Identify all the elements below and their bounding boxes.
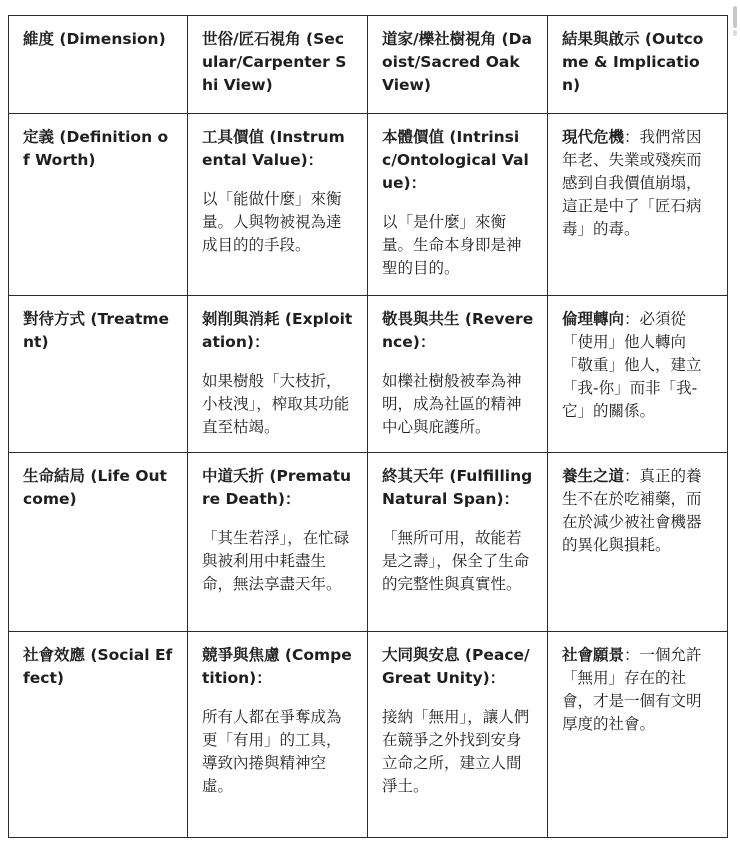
cell-outcome xyxy=(548,632,728,838)
secular-title: 中道夭折 (Premature Death)： xyxy=(202,467,352,508)
cell-dimension xyxy=(9,632,188,838)
outcome-text: ：真正的養生不在於吃補藥，而在於減少被社會機器的異化與損耗。 xyxy=(562,467,702,554)
secular-text: 所有人都在爭奪成為更「有用」的工具，導致內捲與精神空虛。 xyxy=(202,708,342,795)
cell-daoist xyxy=(368,453,548,632)
daoist-text: 如櫟社樹般被奉為神明，成為社區的精神中心與庇護所。 xyxy=(382,372,522,436)
daoist-title: 終其天年 (Fulfilling Natural Span)： xyxy=(382,467,533,508)
header-secular: 世俗/匠石視角 (Secular/Carpenter Shi View) xyxy=(188,16,368,114)
cell-secular xyxy=(188,632,368,838)
daoist-title: 本體價值 (Intrinsic/Ontological Value)： xyxy=(382,128,529,192)
outcome-text: ：一個允許「無用」存在的社會，才是一個有文明厚度的社會。 xyxy=(562,646,702,733)
outcome-text: ：我們常因年老、失業或殘疾而感到自我價值崩塌，這正是中了「匠石病毒」的毒。 xyxy=(562,128,702,238)
cell-dimension xyxy=(9,453,188,632)
cell-secular xyxy=(188,296,368,453)
cell-daoist xyxy=(368,114,548,296)
table-row xyxy=(9,632,728,838)
daoist-text: 以「是什麼」來衡量。生命本身即是神聖的目的。 xyxy=(382,213,522,277)
table-row xyxy=(9,114,728,296)
cell-outcome xyxy=(548,453,728,632)
outcome-label: 養生之道 xyxy=(562,467,625,485)
dimension-label: 社會效應 (Social Effect) xyxy=(23,646,173,687)
cell-secular xyxy=(188,114,368,296)
cell-daoist xyxy=(368,632,548,838)
scrollbar-thumb[interactable] xyxy=(733,6,737,28)
table-row xyxy=(9,296,728,453)
secular-title: 競爭與焦慮 (Competition)： xyxy=(202,646,352,687)
outcome-text: ：必須從「使用」他人轉向「敬重」他人，建立「我-你」而非「我-它」的關係。 xyxy=(562,310,702,420)
scrollbar[interactable] xyxy=(730,0,738,845)
secular-title: 剝削與消耗 (Exploitation)： xyxy=(202,310,353,351)
secular-text: 「其生若浮」，在忙碌與被利用中耗盡生命，無法享盡天年。 xyxy=(202,529,350,593)
daoist-text: 「無所可用，故能若是之壽」，保全了生命的完整性與真實性。 xyxy=(382,529,530,593)
outcome-label: 倫理轉向 xyxy=(562,310,625,328)
cell-outcome xyxy=(548,114,728,296)
secular-title: 工具價值 (Instrumental Value)： xyxy=(202,128,345,169)
header-dimension: 維度 (Dimension) xyxy=(9,16,188,114)
outcome-label: 社會願景 xyxy=(562,646,625,664)
table-header-row xyxy=(9,16,728,114)
header-daoist: 道家/櫟社樹視角 (Daoist/Sacred Oak View) xyxy=(368,16,548,114)
dimension-label: 對待方式 (Treatment) xyxy=(23,310,170,351)
cell-dimension xyxy=(9,296,188,453)
secular-text: 以「能做什麼」來衡量。人與物被視為達成目的的手段。 xyxy=(202,190,342,254)
header-outcome: 結果與啟示 (Outcome & Implication) xyxy=(548,16,728,114)
cell-daoist xyxy=(368,296,548,453)
dimension-label: 生命結局 (Life Outcome) xyxy=(23,467,167,508)
outcome-label: 現代危機 xyxy=(562,128,625,146)
cell-dimension xyxy=(9,114,188,296)
comparison-table xyxy=(8,15,728,838)
cell-secular xyxy=(188,453,368,632)
daoist-title: 敬畏與共生 (Reverence)： xyxy=(382,310,534,351)
secular-text: 如果樹般「大枝折，小枝洩」，榨取其功能直至枯竭。 xyxy=(202,372,350,436)
daoist-text: 接納「無用」，讓人們在競爭之外找到安身立命之所，建立人間淨土。 xyxy=(382,708,530,795)
daoist-title: 大同與安息 (Peace/Great Unity)： xyxy=(382,646,530,687)
table-row xyxy=(9,453,728,632)
scrollbar-arrow[interactable] xyxy=(733,30,737,36)
dimension-label: 定義 (Definition of Worth) xyxy=(23,128,169,169)
cell-outcome xyxy=(548,296,728,453)
